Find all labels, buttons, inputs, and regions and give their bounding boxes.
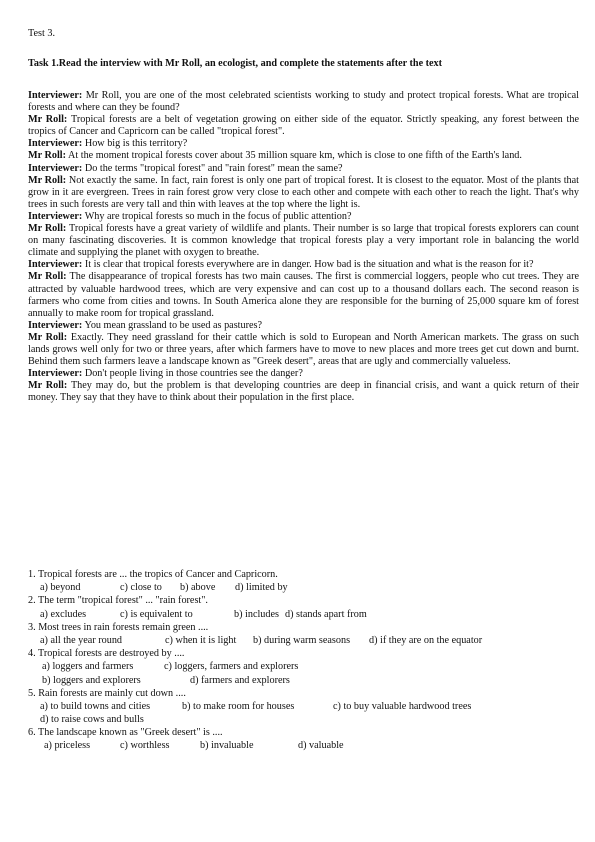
option-row	[28, 714, 579, 727]
interview-turn	[28, 211, 579, 223]
speaker-label: Mr Roll:	[28, 271, 67, 283]
option-row	[28, 701, 579, 714]
option-d: d) limited by	[235, 582, 288, 594]
option-b: b) loggers and explorers	[42, 674, 141, 686]
speaker-label: Mr Roll:	[28, 174, 67, 186]
option-a: a) all the year round	[40, 634, 123, 646]
option-a: a) excludes	[40, 608, 87, 620]
option-c: c) is equivalent to	[120, 608, 193, 620]
question-stem: 6. The landscape known as "Greek desert" is ....	[28, 727, 223, 739]
test-title: Test 3.	[28, 28, 56, 39]
option-d: d) valuable	[298, 740, 344, 752]
option-c: c) close to	[120, 582, 162, 594]
speaker-label: Mr Roll:	[28, 114, 68, 126]
turn-text: Tropical forests have a great variety of wildlife and plants. Their number is so large that tropical forests explorers can count on many fascinating discoveries. It is common knowledge that tropical forests play a very important role in balancing the world climate and supplying the planet with oxygen to breathe.	[28, 223, 579, 259]
option-a: a) loggers and farmers	[42, 661, 134, 673]
option-a: a) priceless	[44, 740, 91, 752]
interview-turn	[28, 138, 579, 150]
option-row	[28, 582, 579, 595]
turn-text: Do the terms "tropical forest" and "rain forest" mean the same?	[84, 162, 343, 174]
speaker-label: Mr Roll:	[28, 380, 68, 392]
question-stem: 4. Tropical forests are destroyed by ....	[28, 648, 185, 660]
interview-turn	[28, 380, 579, 404]
option-c: c) when it is light	[165, 634, 237, 646]
question-stem: 5. Rain forests are mainly cut down ....	[28, 687, 186, 699]
speaker-label: Interviewer:	[28, 210, 83, 222]
question-stem: 1. Tropical forests are ... the tropics of Cancer and Capricorn.	[28, 569, 278, 580]
option-row	[28, 609, 579, 622]
option-b: b) includes	[234, 608, 279, 620]
option-c: c) to buy valuable hardwood trees	[333, 700, 472, 712]
turn-text: How big is this territory?	[84, 138, 188, 150]
speaker-label: Interviewer:	[28, 90, 83, 101]
option-d: d) farmers and explorers	[190, 674, 290, 686]
option-d: d) if they are on the equator	[369, 634, 483, 646]
interview-turn	[28, 90, 579, 114]
option-row	[28, 740, 579, 753]
speaker-label: Mr Roll:	[28, 331, 68, 343]
speaker-label: Interviewer:	[28, 368, 83, 380]
option-c: c) worthless	[120, 740, 170, 752]
turn-text: Don't people living in those countries see the danger?	[84, 368, 303, 380]
turn-text: You mean grassland to be used as pastures?	[84, 319, 262, 331]
option-b: b) invaluable	[200, 740, 254, 752]
speaker-label: Interviewer:	[28, 162, 83, 174]
option-b: b) to make room for houses	[182, 700, 295, 712]
question-list	[28, 569, 579, 754]
speaker-label: Interviewer:	[28, 138, 83, 150]
turn-text: Not exactly the same. In fact, rain forest is only one part of tropical forest. It is closest to the equator. Most of the plants that grow in it are evergreen. Trees in rain forest grow very close to each other and compete with each other to reach the light. That's why trees in such forests are very tall and thin with leaves at the top where the light is.	[28, 174, 579, 210]
option-d: d) to raise cows and bulls	[40, 714, 144, 726]
interview-turn	[28, 271, 579, 319]
interview-turn	[28, 150, 579, 162]
option-b: b) above	[180, 582, 216, 594]
option-row	[28, 661, 579, 674]
option-a: a) to build towns and cities	[40, 700, 151, 712]
turn-text: Exactly. They need grassland for their cattle which is sold to European and North American markets. The grass on such lands grows well only for two or three years, after which farmers have to move to new places and more trees get cut down and burnt. Behind them such farmers leave a landscape known as "Greek desert", areas that are ugly and commercially valueless.	[28, 331, 579, 368]
interview-turn	[28, 114, 579, 138]
option-a: a) beyond	[40, 582, 81, 594]
question-stem: 3. Most trees in rain forests remain green ....	[28, 621, 209, 633]
interview-turn	[28, 259, 579, 271]
option-d: d) stands apart from	[285, 608, 367, 620]
speaker-label: Interviewer:	[28, 259, 83, 271]
turn-text: It is clear that tropical forests everywhere are in danger. How bad is the situation and what is the reason for it?	[84, 259, 534, 271]
option-row	[28, 675, 579, 688]
speaker-label: Interviewer:	[28, 319, 83, 331]
interview-turn	[28, 163, 579, 175]
question-stem: 2. The term "tropical forest" ... "rain forest".	[28, 595, 208, 607]
interview-turn	[28, 223, 579, 259]
turn-text: Mr Roll, you are one of the most celebrated scientists working to study and protect tropical forests. What are tropical forests and where can they be found?	[28, 90, 580, 114]
speaker-label: Mr Roll:	[28, 223, 67, 235]
interview-turn	[28, 368, 579, 380]
interview-turn	[28, 332, 579, 368]
turn-text: The disappearance of tropical forests has two main causes. The first is commercial loggers, people who cut trees. They are attracted by valuable hardwood trees, which are very expensive and can cost up to a thousand dollars each. The second reason is farmers who come from cities and towns. In South America alone they are responsible for the burning of 25,000 square km of forest annually to make room for tropical grassland.	[28, 271, 579, 319]
speaker-label: Mr Roll:	[28, 150, 67, 162]
turn-text: Why are tropical forests so much in the focus of public attention?	[84, 210, 352, 222]
option-row	[28, 635, 579, 648]
option-b: b) during warm seasons	[253, 634, 351, 646]
interview-turn	[28, 175, 579, 211]
option-c: c) loggers, farmers and explorers	[164, 661, 299, 673]
interview-turn	[28, 320, 579, 332]
task-instruction: Task 1.Read the interview with Mr Roll, an ecologist, and complete the statements after the text	[28, 58, 443, 69]
turn-text: They may do, but the problem is that developing countries are deep in financial crisis, and want a quick return of their money. They say that they have to think about their population in the first place.	[28, 380, 579, 404]
turn-text: At the moment tropical forests cover about 35 million square km, which is close to one fifth of the Earth's land.	[68, 150, 522, 162]
interview-text	[28, 90, 579, 404]
turn-text: Tropical forests are a belt of vegetation growing on either side of the equator. Strictly speaking, any forest between the tropics of Cancer and Capricorn can be called "tropical forest".	[28, 114, 580, 138]
